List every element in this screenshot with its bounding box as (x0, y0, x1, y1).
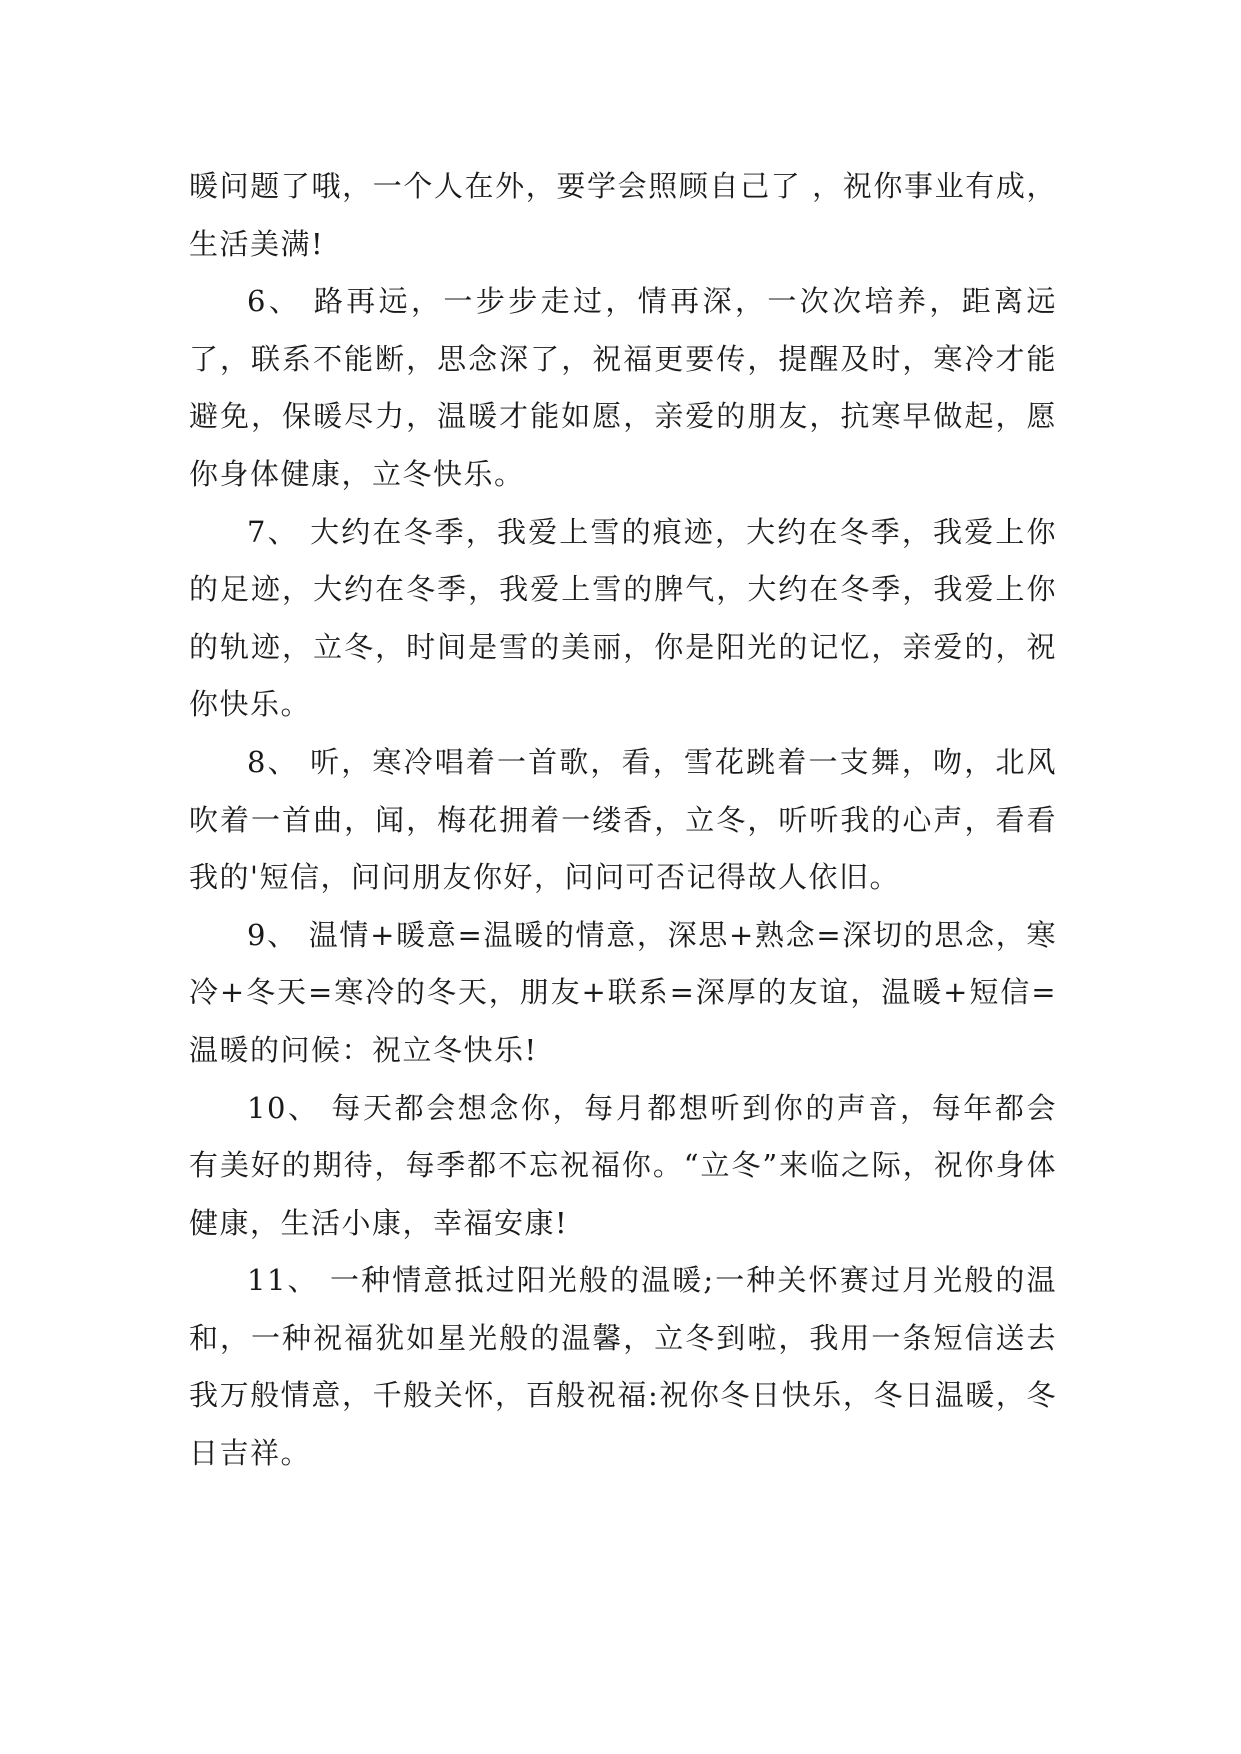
paragraph-item-9: 9、 温情+暖意=温暖的情意，深思+熟念=深切的思念，寒冷+冬天=寒冷的冬天，朋友+联系=深厚的友谊，温暖+短信=温暖的问候：祝立冬快乐! (189, 917, 1057, 1067)
paragraph-continuation: 暖问题了哦，一个人在外，要学会照顾自己了 ，祝你事业有成，生活美满! (189, 169, 1057, 261)
paragraph-item-6: 6、 路再远，一步步走过，情再深，一次次培养，距离远了，联系不能断，思念深了，祝福更要传，提醒及时，寒冷才能避免，保暖尽力，温暖才能如愿，亲爱的朋友，抗寒早做起，愿你身体健康，立冬快乐。 (189, 284, 1057, 491)
paragraph-item-11: 11、 一种情意抵过阳光般的温暖;一种关怀赛过月光般的温和，一种祝福犹如星光般的温馨，立冬到啦，我用一条短信送去我万般情意，千般关怀，百般祝福:祝你冬日快乐，冬日温暖，冬日吉祥。 (189, 1263, 1057, 1471)
paragraph-item-7: 7、 大约在冬季，我爱上雪的痕迹，大约在冬季，我爱上你的足迹，大约在冬季，我爱上雪的脾气，大约在冬季，我爱上你的轨迹，立冬，时间是雪的美丽，你是阳光的记忆，亲爱的，祝你快乐。 (189, 514, 1057, 722)
document-body (189, 158, 1057, 1483)
paragraph-item-8: 8、 听，寒冷唱着一首歌，看，雪花跳着一支舞，吻，北风吹着一首曲，闻，梅花拥着一缕香，立冬，听听我的心声，看看我的'短信，问问朋友你好，问问可否记得故人依旧。 (189, 744, 1057, 895)
paragraph-item-10: 10、 每天都会想念你，每月都想听到你的声音，每年都会有美好的期待，每季都不忘祝福你。“立冬”来临之际，祝你身体健康，生活小康，幸福安康! (189, 1090, 1057, 1240)
